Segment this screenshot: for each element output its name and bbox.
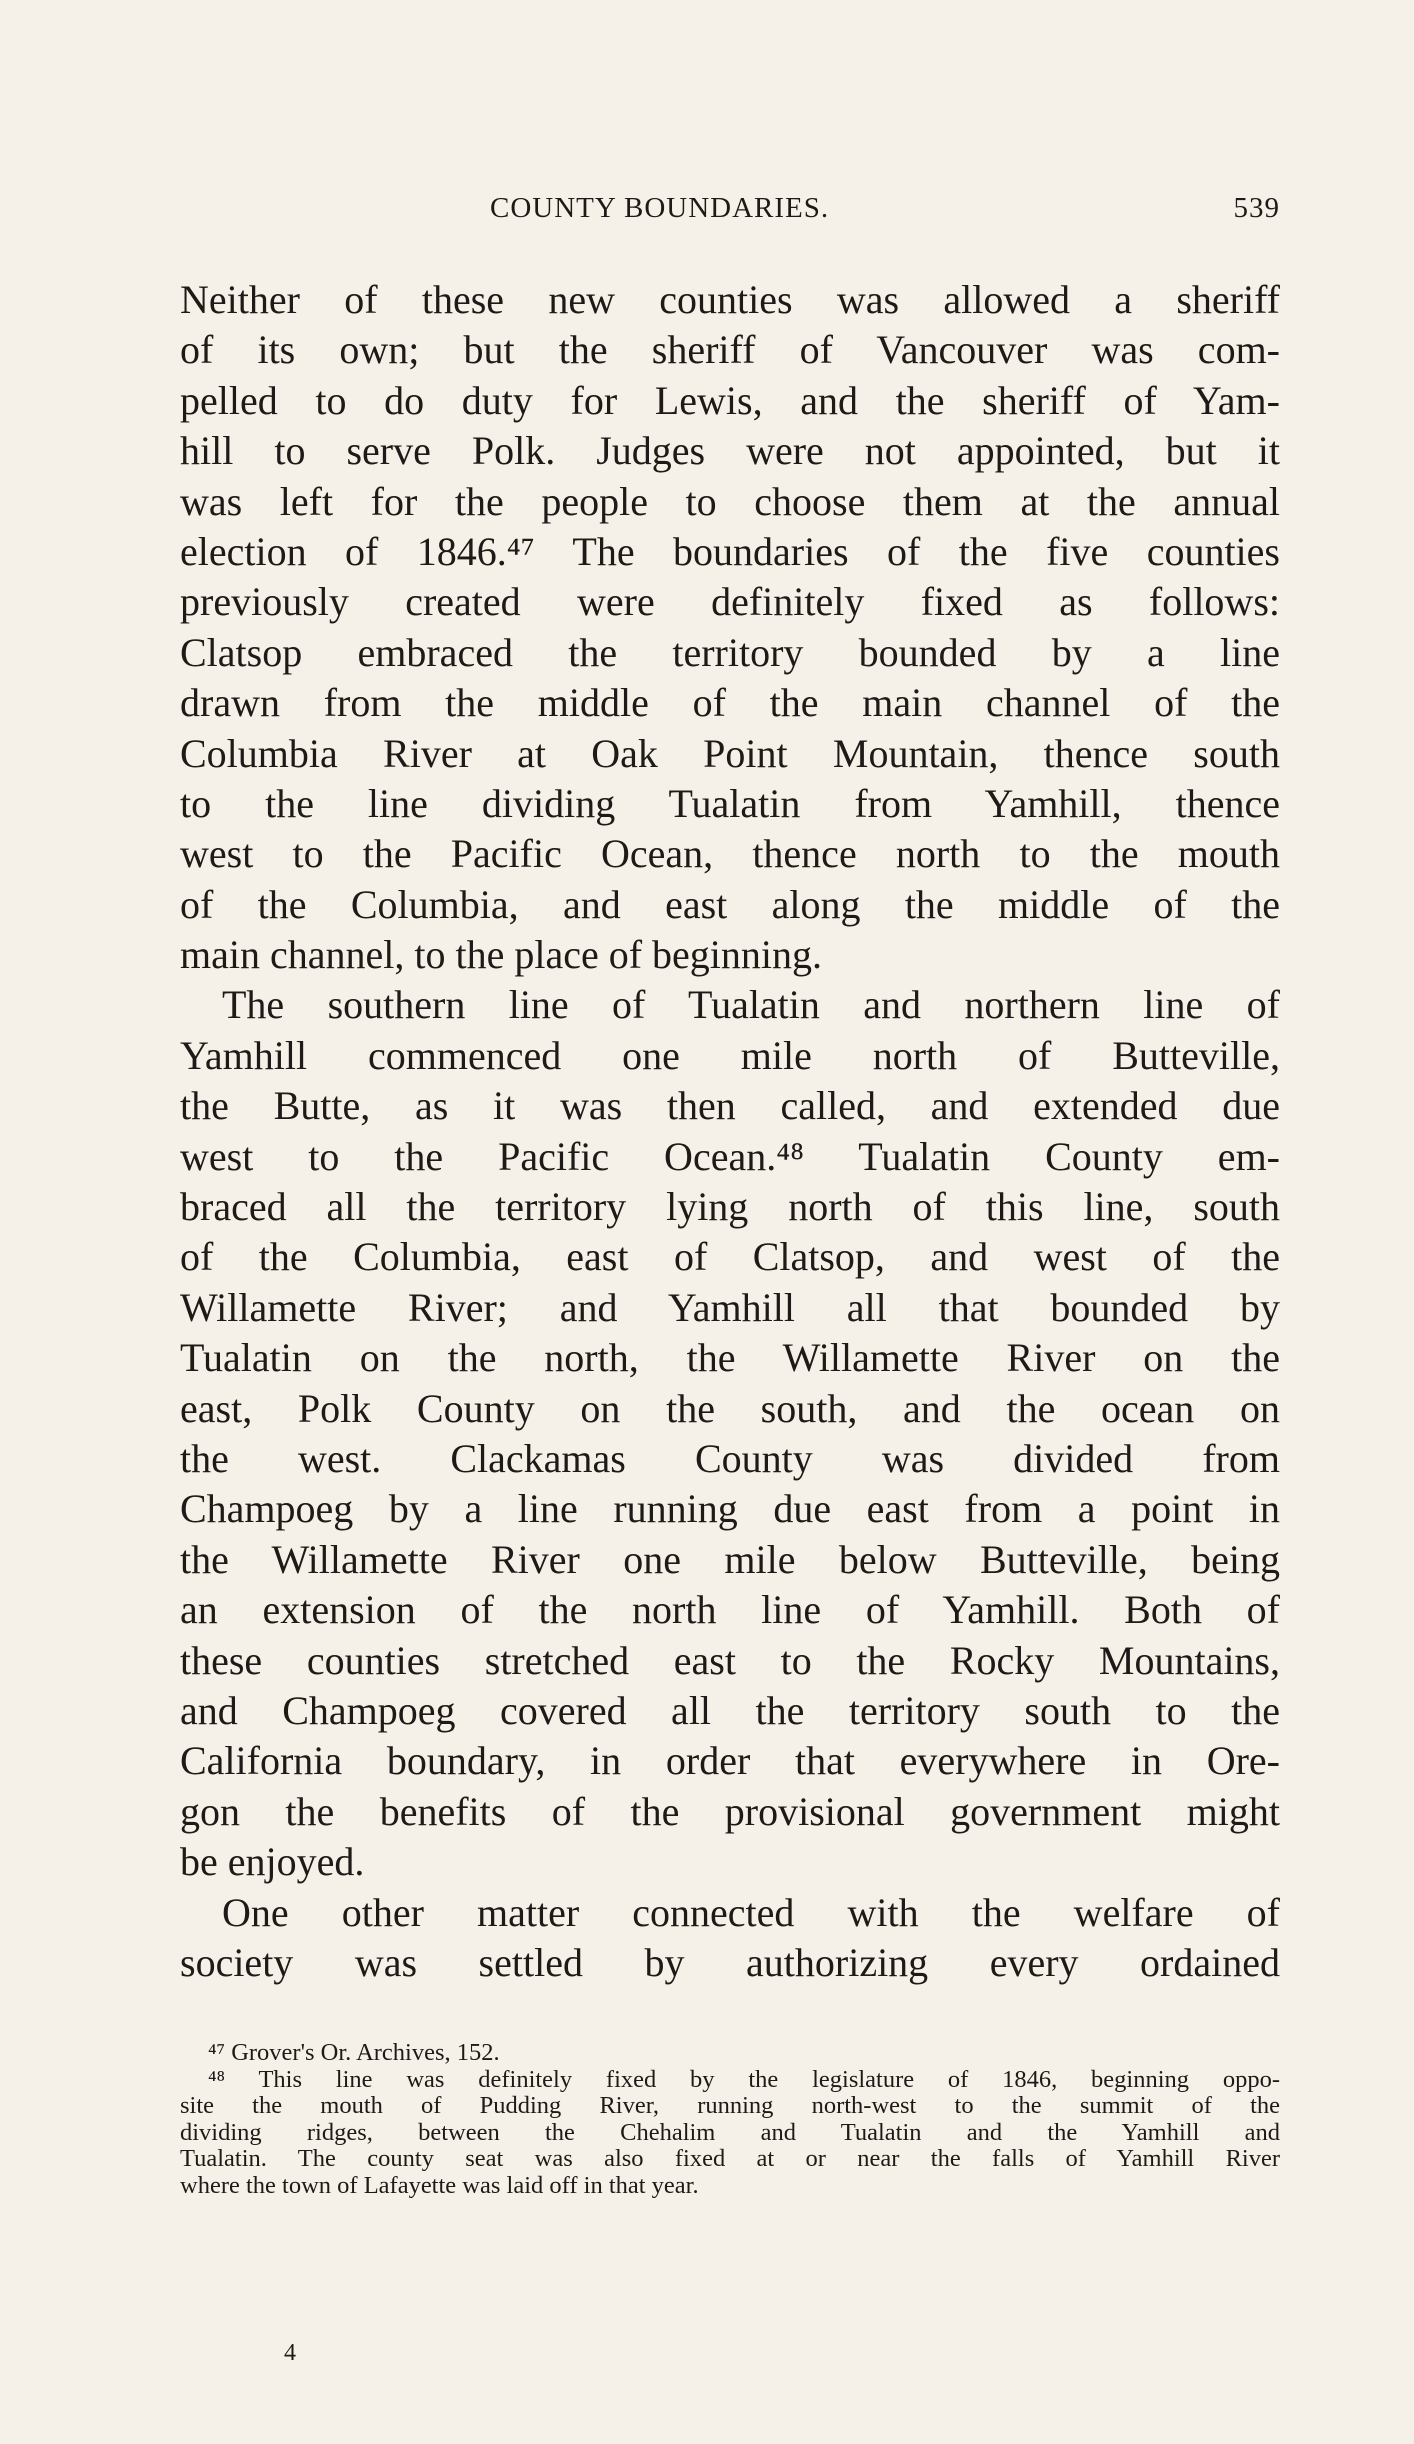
body-line: One other matter connected with the welfare of <box>222 1889 1280 1935</box>
footnote-line: where the town of Lafayette was laid off in that year. <box>180 2171 699 2199</box>
body-line: Yamhill commenced one mile north of Butteville, <box>180 1032 1280 1078</box>
signature-mark: 4 <box>284 2340 296 2366</box>
running-title: COUNTY BOUNDARIES. <box>490 192 830 224</box>
body-line: to the line dividing Tualatin from Yamhill, thence <box>180 780 1280 826</box>
body-line: Neither of these new counties was allowed a sheriff <box>180 277 1280 322</box>
body-line: hill to serve Polk. Judges were not appointed, but it <box>180 428 1280 474</box>
footnote-line: dividing ridges, between the Chehalim and Tualatin and the Yamhill and <box>180 2118 1280 2146</box>
body-line: drawn from the middle of the main channel of the <box>180 680 1280 726</box>
body-line: braced all the territory lying north of this line, south <box>180 1184 1280 1230</box>
body-line: and Champoeg covered all the territory south to the <box>180 1687 1280 1733</box>
body-line: gon the benefits of the provisional government might <box>180 1788 1280 1834</box>
body-line: pelled to do duty for Lewis, and the sheriff of Yam- <box>180 377 1280 423</box>
running-head <box>180 192 1280 234</box>
body-line: previously created were definitely fixed as follows: <box>180 579 1280 625</box>
page-number: 539 <box>1233 192 1280 224</box>
footnote-line: ⁴⁸ This line was definitely fixed by the legislature of 1846, beginning oppo- <box>208 2065 1280 2093</box>
body-line: east, Polk County on the south, and the ocean on <box>180 1385 1280 1431</box>
body-line: Tualatin on the north, the Willamette River on the <box>180 1335 1280 1381</box>
body-line: Willamette River; and Yamhill all that bounded by <box>180 1284 1280 1330</box>
body-line: California boundary, in order that everywhere in Ore- <box>180 1738 1280 1784</box>
body-line: The southern line of Tualatin and northern line of <box>222 982 1280 1028</box>
body-text <box>180 275 1280 1988</box>
body-line: of the Columbia, east of Clatsop, and west of the <box>180 1234 1280 1280</box>
body-line: an extension of the north line of Yamhill. Both of <box>180 1587 1280 1633</box>
footnote-line: ⁴⁷ Grover's Or. Archives, 152. <box>208 2039 500 2066</box>
body-line: the Willamette River one mile below Butteville, being <box>180 1536 1280 1582</box>
footnote-line: Tualatin. The county seat was also fixed at or near the falls of Yamhill River <box>180 2145 1280 2172</box>
body-line: the west. Clackamas County was divided from <box>180 1435 1280 1481</box>
body-line: of the Columbia, and east along the middle of the <box>180 881 1280 927</box>
body-line: election of 1846.⁴⁷ The boundaries of the five counties <box>180 528 1280 574</box>
body-line: be enjoyed. <box>180 1839 365 1885</box>
body-line: west to the Pacific Ocean.⁴⁸ Tualatin County em- <box>180 1133 1280 1179</box>
body-line: was left for the people to choose them at the annual <box>180 478 1280 524</box>
body-line: west to the Pacific Ocean, thence north to the mouth <box>180 831 1280 877</box>
body-line: Champoeg by a line running due east from a point in <box>180 1486 1280 1532</box>
body-line: the Butte, as it was then called, and extended due <box>180 1083 1280 1129</box>
body-line: Columbia River at Oak Point Mountain, thence south <box>180 730 1280 776</box>
body-line: these counties stretched east to the Rocky Mountains, <box>180 1637 1280 1683</box>
body-line: society was settled by authorizing every ordained <box>180 1939 1280 1985</box>
footnote-line: site the mouth of Pudding River, running north-west to the summit of the <box>180 2092 1280 2119</box>
body-line: of its own; but the sheriff of Vancouver was com- <box>180 327 1280 373</box>
body-line: Clatsop embraced the territory bounded by a line <box>180 629 1280 675</box>
body-line: main channel, to the place of beginning. <box>180 932 823 978</box>
footnotes <box>180 2040 1280 2199</box>
